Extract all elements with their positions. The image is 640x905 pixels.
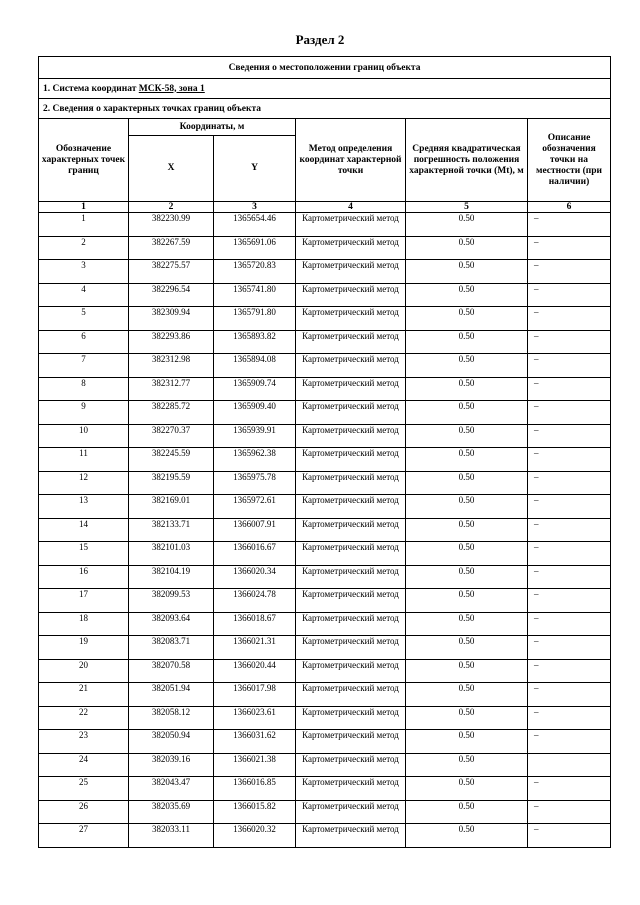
- method-value: Картометрический метод: [296, 612, 406, 636]
- method-value: Картометрический метод: [296, 236, 406, 260]
- table-row: [39, 777, 611, 801]
- coord-system-row: [39, 79, 611, 99]
- error-value: 0.50: [406, 636, 528, 660]
- point-number: 27: [39, 824, 129, 848]
- error-value: 0.50: [406, 330, 528, 354]
- y-value: 1366021.38: [214, 753, 296, 777]
- point-number: 12: [39, 471, 129, 495]
- error-value: 0.50: [406, 518, 528, 542]
- description-value: –: [528, 307, 611, 331]
- col-number-4: 4: [296, 202, 406, 213]
- error-value: 0.50: [406, 542, 528, 566]
- table-row: [39, 354, 611, 378]
- point-number: 14: [39, 518, 129, 542]
- method-value: Картометрический метод: [296, 401, 406, 425]
- method-value: Картометрический метод: [296, 565, 406, 589]
- x-value: 382099.53: [129, 589, 214, 613]
- description-value: –: [528, 706, 611, 730]
- description-value: [528, 753, 611, 777]
- y-value: 1365972.61: [214, 495, 296, 519]
- point-number: 18: [39, 612, 129, 636]
- table-row: [39, 495, 611, 519]
- point-number: 8: [39, 377, 129, 401]
- description-value: –: [528, 612, 611, 636]
- description-value: –: [528, 777, 611, 801]
- error-value: 0.50: [406, 471, 528, 495]
- x-value: 382043.47: [129, 777, 214, 801]
- y-value: 1366031.62: [214, 730, 296, 754]
- method-value: Картометрический метод: [296, 589, 406, 613]
- col-number-1: 1: [39, 202, 129, 213]
- error-value: 0.50: [406, 753, 528, 777]
- y-value: 1366016.67: [214, 542, 296, 566]
- description-value: –: [528, 518, 611, 542]
- error-value: 0.50: [406, 730, 528, 754]
- point-number: 23: [39, 730, 129, 754]
- y-value: 1365720.83: [214, 260, 296, 284]
- description-value: –: [528, 424, 611, 448]
- point-number: 24: [39, 753, 129, 777]
- point-number: 5: [39, 307, 129, 331]
- method-value: Картометрический метод: [296, 307, 406, 331]
- table-row: [39, 377, 611, 401]
- y-value: 1365939.91: [214, 424, 296, 448]
- table-row: [39, 612, 611, 636]
- x-value: 382169.01: [129, 495, 214, 519]
- error-value: 0.50: [406, 260, 528, 284]
- description-value: –: [528, 448, 611, 472]
- method-value: Картометрический метод: [296, 377, 406, 401]
- y-value: 1365909.40: [214, 401, 296, 425]
- method-value: Картометрический метод: [296, 448, 406, 472]
- x-value: 382312.98: [129, 354, 214, 378]
- error-value: 0.50: [406, 213, 528, 237]
- x-value: 382267.59: [129, 236, 214, 260]
- x-value: 382039.16: [129, 753, 214, 777]
- table-row: [39, 330, 611, 354]
- table-row: [39, 283, 611, 307]
- point-number: 2: [39, 236, 129, 260]
- description-value: –: [528, 800, 611, 824]
- method-value: Картометрический метод: [296, 800, 406, 824]
- error-value: 0.50: [406, 777, 528, 801]
- table-row: [39, 542, 611, 566]
- y-value: 1365909.74: [214, 377, 296, 401]
- col-y-header: Y: [214, 136, 296, 202]
- coord-system-prefix: 1. Система координат: [43, 83, 137, 94]
- point-number: 21: [39, 683, 129, 707]
- description-value: –: [528, 636, 611, 660]
- table-row: [39, 753, 611, 777]
- section-header: Сведения о местоположении границ объекта: [39, 57, 611, 79]
- x-value: 382245.59: [129, 448, 214, 472]
- error-value: 0.50: [406, 565, 528, 589]
- point-number: 6: [39, 330, 129, 354]
- y-value: 1365894.08: [214, 354, 296, 378]
- x-value: 382312.77: [129, 377, 214, 401]
- description-value: –: [528, 236, 611, 260]
- method-value: Картометрический метод: [296, 706, 406, 730]
- x-value: 382104.19: [129, 565, 214, 589]
- method-value: Картометрический метод: [296, 824, 406, 848]
- points-header: 2. Сведения о характерных точках границ объекта: [39, 99, 611, 119]
- table-row: [39, 424, 611, 448]
- col-error-header: Средняя квадратическая погрешность положения характерной точки (Mt), м: [406, 119, 528, 202]
- y-value: 1366020.32: [214, 824, 296, 848]
- x-value: 382083.71: [129, 636, 214, 660]
- description-value: –: [528, 213, 611, 237]
- point-number: 25: [39, 777, 129, 801]
- table-row: [39, 236, 611, 260]
- error-value: 0.50: [406, 424, 528, 448]
- error-value: 0.50: [406, 448, 528, 472]
- y-value: 1366020.34: [214, 565, 296, 589]
- x-value: 382035.69: [129, 800, 214, 824]
- description-value: –: [528, 260, 611, 284]
- error-value: 0.50: [406, 283, 528, 307]
- error-value: 0.50: [406, 706, 528, 730]
- y-value: 1366021.31: [214, 636, 296, 660]
- point-number: 11: [39, 448, 129, 472]
- table-row: [39, 636, 611, 660]
- error-value: 0.50: [406, 824, 528, 848]
- method-value: Картометрический метод: [296, 753, 406, 777]
- point-number: 1: [39, 213, 129, 237]
- y-value: 1366023.61: [214, 706, 296, 730]
- y-value: 1365791.80: [214, 307, 296, 331]
- error-value: 0.50: [406, 683, 528, 707]
- boundary-points-table: [38, 56, 611, 848]
- point-number: 13: [39, 495, 129, 519]
- col-method-header: Метод определения координат характерной точки: [296, 119, 406, 202]
- error-value: 0.50: [406, 612, 528, 636]
- table-row: [39, 448, 611, 472]
- point-number: 3: [39, 260, 129, 284]
- x-value: 382101.03: [129, 542, 214, 566]
- method-value: Картометрический метод: [296, 495, 406, 519]
- description-value: –: [528, 824, 611, 848]
- y-value: 1366018.67: [214, 612, 296, 636]
- table-row: [39, 307, 611, 331]
- error-value: 0.50: [406, 800, 528, 824]
- description-value: –: [528, 283, 611, 307]
- x-value: 382293.86: [129, 330, 214, 354]
- col-coordinates-header: Координаты, м: [129, 119, 296, 136]
- description-value: –: [528, 565, 611, 589]
- y-value: 1365741.80: [214, 283, 296, 307]
- error-value: 0.50: [406, 495, 528, 519]
- description-value: –: [528, 730, 611, 754]
- method-value: Картометрический метод: [296, 260, 406, 284]
- description-value: –: [528, 589, 611, 613]
- description-value: –: [528, 495, 611, 519]
- method-value: Картометрический метод: [296, 283, 406, 307]
- y-value: 1365893.82: [214, 330, 296, 354]
- y-value: 1366007.91: [214, 518, 296, 542]
- x-value: 382093.64: [129, 612, 214, 636]
- point-number: 19: [39, 636, 129, 660]
- description-value: –: [528, 542, 611, 566]
- method-value: Картометрический метод: [296, 730, 406, 754]
- y-value: 1366017.98: [214, 683, 296, 707]
- table-row: [39, 659, 611, 683]
- error-value: 0.50: [406, 236, 528, 260]
- x-value: 382296.54: [129, 283, 214, 307]
- col-number-2: 2: [129, 202, 214, 213]
- method-value: Картометрический метод: [296, 683, 406, 707]
- method-value: Картометрический метод: [296, 424, 406, 448]
- description-value: –: [528, 354, 611, 378]
- table-row: [39, 824, 611, 848]
- method-value: Картометрический метод: [296, 636, 406, 660]
- x-value: 382070.58: [129, 659, 214, 683]
- description-value: –: [528, 401, 611, 425]
- method-value: Картометрический метод: [296, 659, 406, 683]
- table-row: [39, 260, 611, 284]
- method-value: Картометрический метод: [296, 542, 406, 566]
- error-value: 0.50: [406, 307, 528, 331]
- x-value: 382033.11: [129, 824, 214, 848]
- x-value: 382133.71: [129, 518, 214, 542]
- col-number-6: 6: [528, 202, 611, 213]
- method-value: Картометрический метод: [296, 330, 406, 354]
- x-value: 382195.59: [129, 471, 214, 495]
- coord-system-value: МСК-58, зона 1: [138, 83, 205, 94]
- description-value: –: [528, 330, 611, 354]
- y-value: 1366020.44: [214, 659, 296, 683]
- col-description-header: Описание обозначения точки на местности (при наличии): [528, 119, 611, 202]
- table-row: [39, 565, 611, 589]
- description-value: –: [528, 471, 611, 495]
- method-value: Картометрический метод: [296, 213, 406, 237]
- table-row: [39, 589, 611, 613]
- x-value: 382275.57: [129, 260, 214, 284]
- table-row: [39, 471, 611, 495]
- error-value: 0.50: [406, 401, 528, 425]
- error-value: 0.50: [406, 589, 528, 613]
- y-value: 1366015.82: [214, 800, 296, 824]
- point-number: 22: [39, 706, 129, 730]
- col-number-3: 3: [214, 202, 296, 213]
- table-row: [39, 730, 611, 754]
- point-number: 7: [39, 354, 129, 378]
- table-row: [39, 518, 611, 542]
- x-value: 382051.94: [129, 683, 214, 707]
- point-number: 15: [39, 542, 129, 566]
- table-row: [39, 706, 611, 730]
- y-value: 1365691.06: [214, 236, 296, 260]
- method-value: Картометрический метод: [296, 518, 406, 542]
- error-value: 0.50: [406, 354, 528, 378]
- y-value: 1366016.85: [214, 777, 296, 801]
- point-number: 10: [39, 424, 129, 448]
- col-x-header: X: [129, 136, 214, 202]
- x-value: 382058.12: [129, 706, 214, 730]
- table-row: [39, 800, 611, 824]
- y-value: 1365654.46: [214, 213, 296, 237]
- error-value: 0.50: [406, 377, 528, 401]
- col-designation-header: Обозначение характерных точек границ: [39, 119, 129, 202]
- y-value: 1366024.78: [214, 589, 296, 613]
- method-value: Картометрический метод: [296, 354, 406, 378]
- x-value: 382270.37: [129, 424, 214, 448]
- col-number-5: 5: [406, 202, 528, 213]
- y-value: 1365975.78: [214, 471, 296, 495]
- x-value: 382309.94: [129, 307, 214, 331]
- point-number: 17: [39, 589, 129, 613]
- description-value: –: [528, 659, 611, 683]
- y-value: 1365962.38: [214, 448, 296, 472]
- x-value: 382230.99: [129, 213, 214, 237]
- table-row: [39, 401, 611, 425]
- description-value: –: [528, 377, 611, 401]
- method-value: Картометрический метод: [296, 777, 406, 801]
- point-number: 20: [39, 659, 129, 683]
- table-row: [39, 213, 611, 237]
- description-value: –: [528, 683, 611, 707]
- table-row: [39, 683, 611, 707]
- point-number: 26: [39, 800, 129, 824]
- x-value: 382050.94: [129, 730, 214, 754]
- point-number: 9: [39, 401, 129, 425]
- x-value: 382285.72: [129, 401, 214, 425]
- point-number: 16: [39, 565, 129, 589]
- method-value: Картометрический метод: [296, 471, 406, 495]
- point-number: 4: [39, 283, 129, 307]
- error-value: 0.50: [406, 659, 528, 683]
- page-title: Раздел 2: [295, 32, 345, 47]
